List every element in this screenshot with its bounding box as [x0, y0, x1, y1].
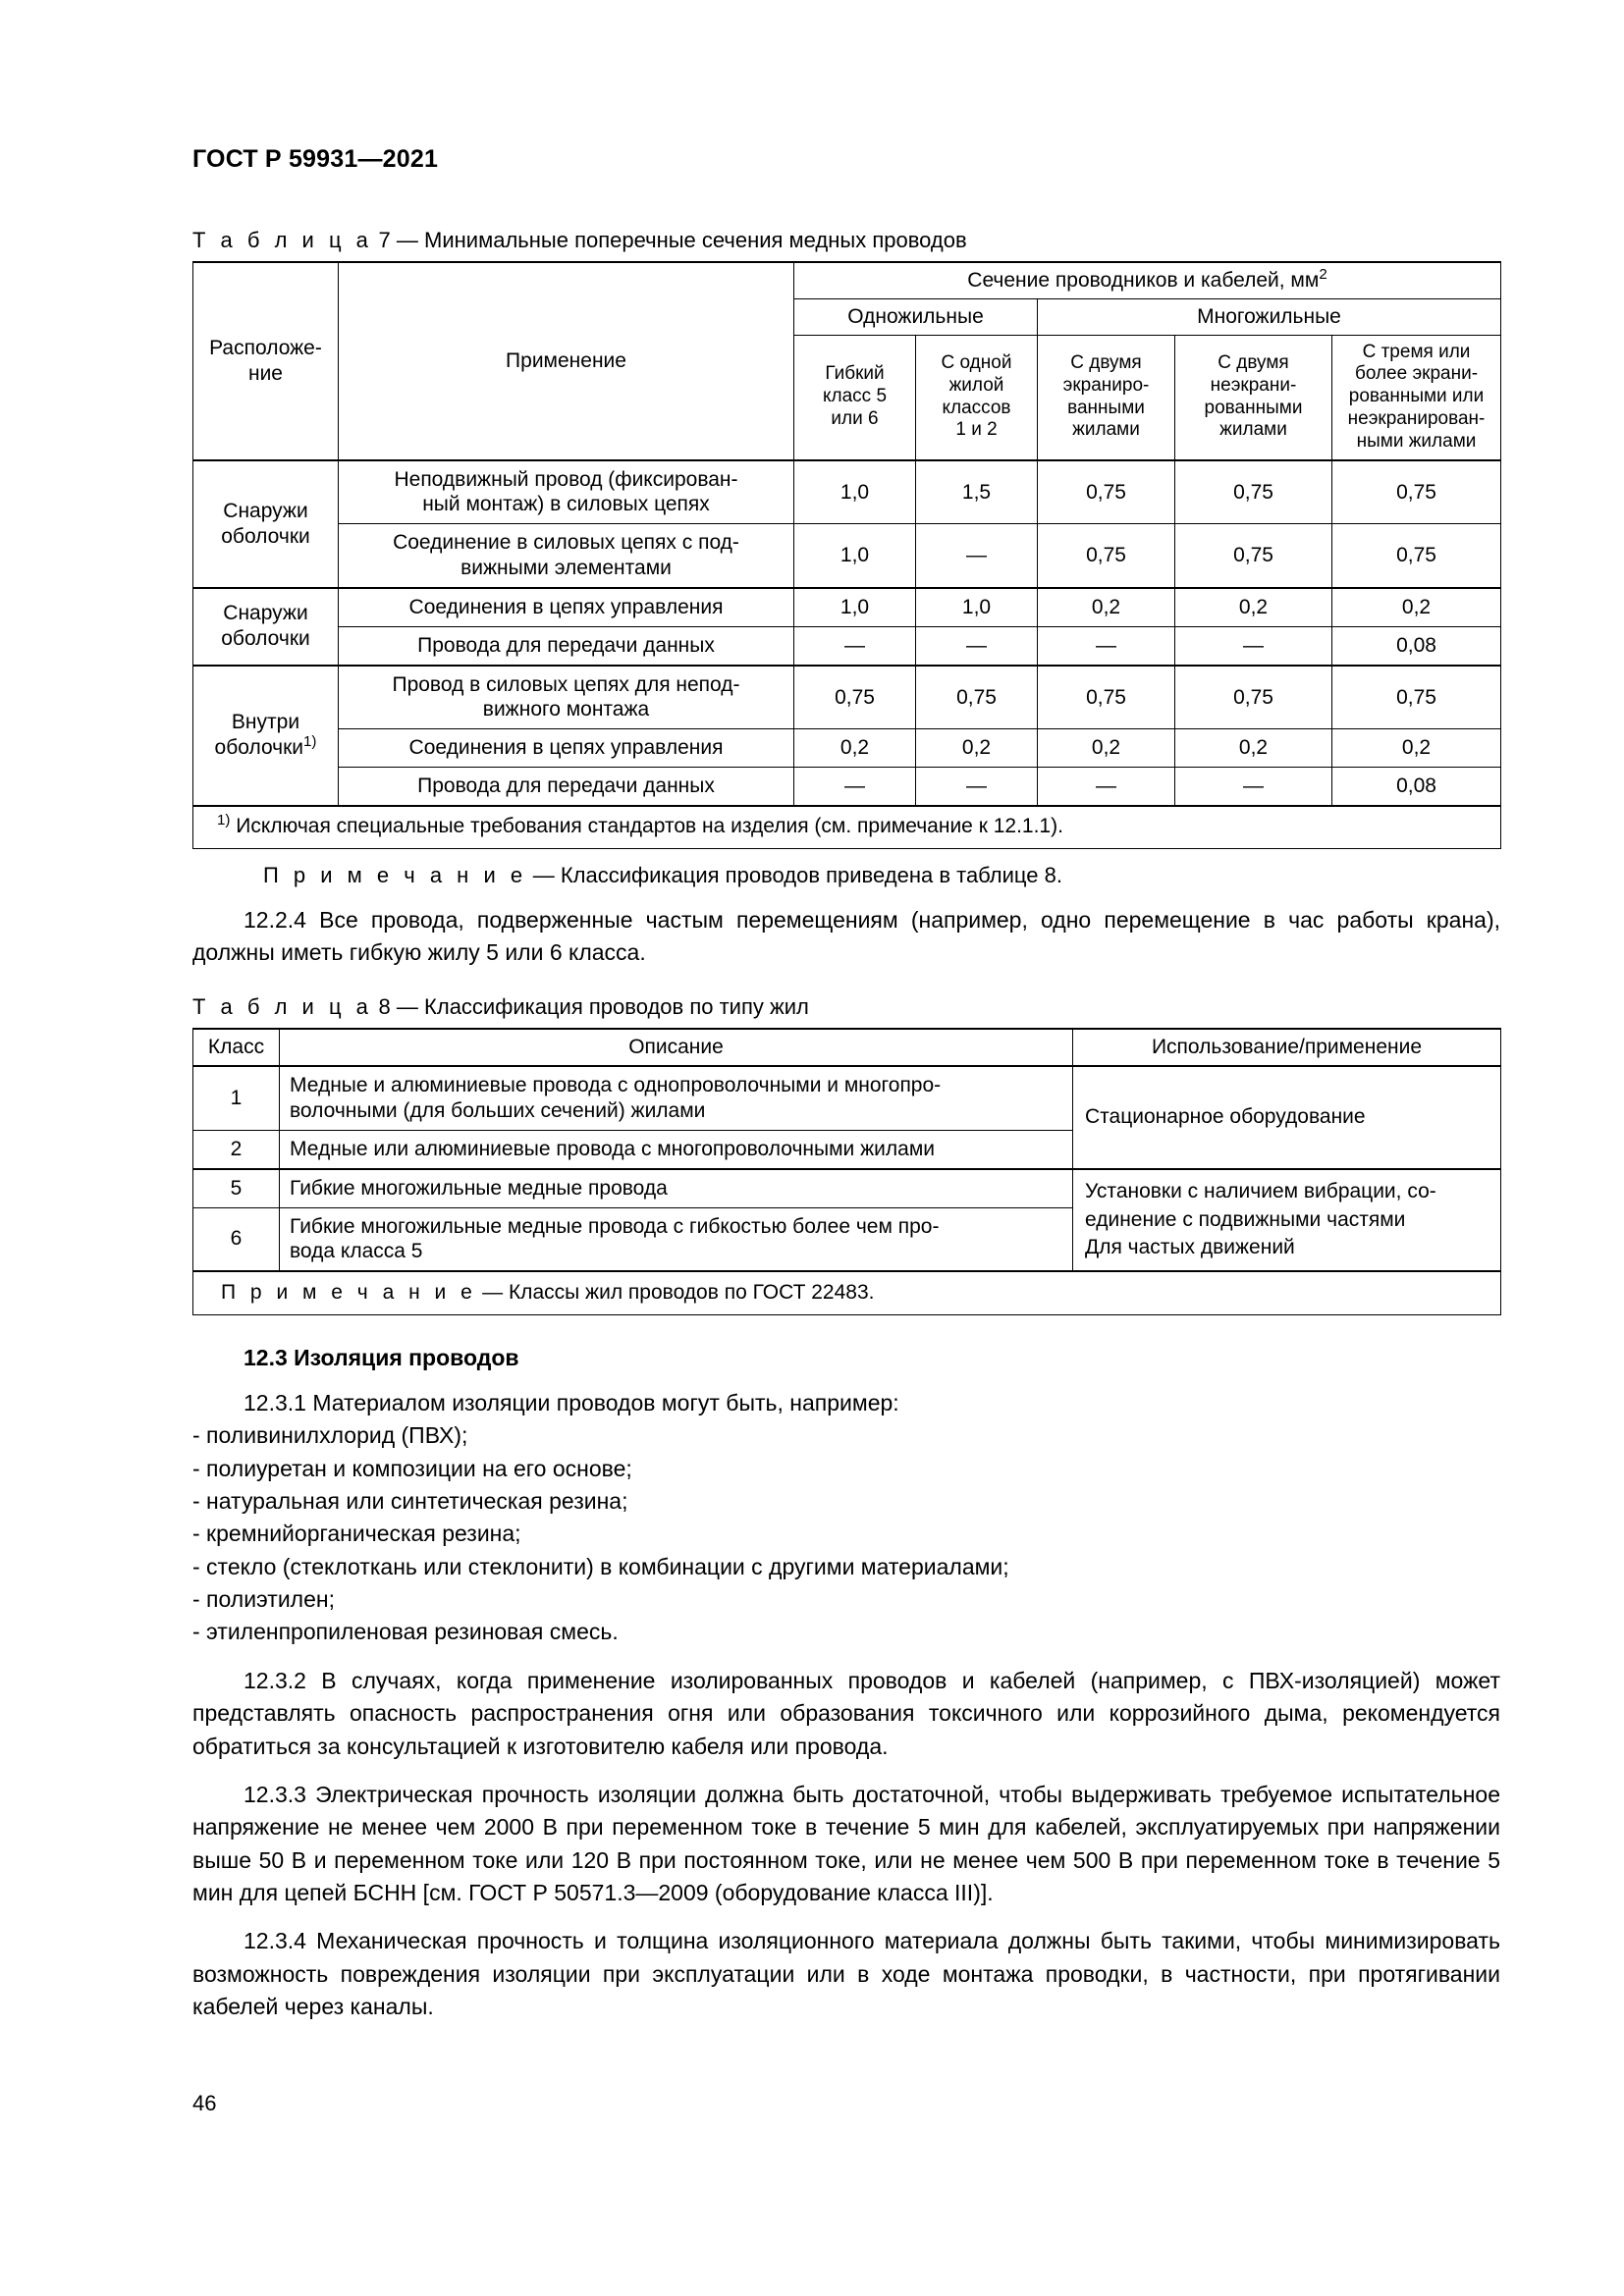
table-conductor-class-classification [192, 1028, 1501, 1315]
table7-h-3p-l2: более экрани- [1354, 363, 1479, 385]
list-item: - полиэтилен; [192, 1586, 335, 1613]
table8-description-cell [280, 1066, 1073, 1130]
table7-h-one-l3: классов [942, 397, 1011, 418]
table7-value-cell: 0,75 [1332, 524, 1501, 588]
list-item: - поливинилхлорид (ПВХ); [192, 1422, 468, 1449]
table7-app-l1: Неподвижный провод (фиксирован- [394, 467, 738, 491]
table7-header-multi-core: Многожильные [1038, 298, 1501, 335]
table7-h-2sh-l1: С двумя [1070, 352, 1142, 374]
table7-location-cell [193, 460, 339, 588]
table7-caption [192, 228, 1500, 253]
table7-caption-dash: — [396, 228, 418, 252]
table7-header-two-unshielded [1175, 335, 1332, 459]
table-row [193, 524, 1501, 588]
table7-h-flex-l3: или 6 [831, 408, 879, 430]
table7-h-2sh-l3: ванными [1067, 397, 1145, 418]
table-row [193, 768, 1501, 806]
table8-usage-l1: Установки с наличием вибрации, со- [1085, 1180, 1436, 1203]
table8-class-cell: 5 [193, 1169, 280, 1207]
table7-note-label: П р и м е ч а н и е [263, 862, 527, 887]
table7-footnote-marker: 1) [217, 811, 231, 828]
table8-caption-dash: — [396, 994, 418, 1020]
table7-h-2un-l2: неэкрани- [1210, 374, 1297, 396]
list-item: - этиленпропиленовая резиновая смесь. [192, 1619, 619, 1645]
table7-value-cell: 1,0 [794, 588, 916, 626]
table7-caption-number: 7 [378, 228, 391, 252]
paragraph-12-2-4: 12.2.4 Все провода, подверженные частым перемещениям (например, одно перемещение в час работы крана), должны иметь гибкую жилу 5 или 6 класса. [192, 906, 1500, 966]
table7-footnote-row [193, 806, 1501, 848]
table7-value-cell: 0,75 [1038, 524, 1175, 588]
list-item: - натуральная или синтетическая резина; [192, 1488, 628, 1515]
table7-value-cell: 0,08 [1332, 626, 1501, 665]
table7-value-cell: 0,2 [1332, 729, 1501, 768]
table7-value-cell: 0,2 [794, 729, 916, 768]
table7-app-l1: Провод в силовых цепях для непод- [392, 672, 740, 696]
table7-body [193, 460, 1501, 849]
table7-loc-l2: оболочки [221, 524, 310, 548]
table8-usage-cell: Стационарное оборудование [1073, 1066, 1501, 1168]
table7-h-3p-l3: рованными или [1348, 386, 1485, 407]
table8-body [193, 1066, 1501, 1314]
table8-desc-l2: волочными (для больших сечений) жилами [290, 1099, 706, 1123]
paragraph-12-3-4: 12.3.4 Механическая прочность и толщина изоляционного материала должны быть такими, чтобы минимизировать возможность повреждения изоляции при эксплуатации или в ходе монтажа проводки, в частности, при протягивании кабелей через каналы. [192, 1928, 1500, 2019]
table7-application-cell [339, 460, 794, 524]
table7-header-application: Применение [339, 262, 794, 460]
table7-value-cell: — [916, 626, 1038, 665]
table8-desc-l2: вода класса 5 [290, 1240, 423, 1263]
table7-caption-title: Минимальные поперечные сечения медных проводов [424, 228, 967, 252]
table7-h-flex-l2: класс 5 [822, 386, 888, 407]
page-number: 46 [192, 2091, 217, 2115]
table7-loc-l1: Снаружи [223, 499, 308, 522]
table7-value-cell: — [794, 626, 916, 665]
table8-desc-l1: Медные и алюминиевые провода с однопроволочными и многопро- [290, 1074, 942, 1097]
table7-application-cell: Соединения в цепях управления [339, 729, 794, 768]
table7-value-cell: — [1175, 626, 1332, 665]
table7-value-cell: 0,75 [794, 666, 916, 729]
table7-h-2un-l4: жилами [1219, 419, 1287, 441]
table7-value-cell: — [794, 768, 916, 806]
table7-header-two-shielded [1038, 335, 1175, 459]
table8-caption-number: 8 [378, 994, 391, 1020]
table7-application-cell [339, 524, 794, 588]
table-minimum-cross-sections [192, 261, 1501, 849]
table7-application-cell: Провода для передачи данных [339, 768, 794, 806]
table7-footnote [193, 806, 1501, 848]
table7-value-cell: 1,0 [794, 524, 916, 588]
table7-value-cell: 0,75 [1175, 524, 1332, 588]
table8-desc-l1: Гибкие многожильные медные провода с гибкостью более чем про- [290, 1214, 940, 1238]
table7-h-3p-l5: ными жилами [1356, 430, 1477, 452]
table7-header-location [193, 262, 339, 460]
table7-value-cell: — [1038, 768, 1175, 806]
table8-header-class: Класс [193, 1029, 280, 1066]
table7-value-cell: 0,2 [1175, 729, 1332, 768]
table7-application-cell: Соединения в цепях управления [339, 588, 794, 626]
table8-note-row [193, 1271, 1501, 1314]
table7-value-cell: 1,0 [916, 588, 1038, 626]
table7-header-location-line2: ние [247, 361, 283, 385]
table8-note-text: Классы жил проводов по ГОСТ 22483. [508, 1281, 875, 1305]
table7-app-l2: ный монтаж) в силовых цепях [422, 493, 710, 516]
table7-header-location-line1: Расположе- [209, 336, 322, 359]
table7-value-cell: — [1038, 626, 1175, 665]
table7-h-3p-l1: С тремя или [1362, 341, 1471, 362]
table7-caption-label: Т а б л и ц а [192, 228, 373, 252]
table7-header-section-group-text: Сечение проводников и кабелей, мм [967, 269, 1320, 292]
table8-header-description: Описание [280, 1029, 1073, 1066]
table7-app-l2: вижного монтажа [482, 698, 650, 721]
table-row [193, 1066, 1501, 1130]
table8-class-cell: 2 [193, 1130, 280, 1168]
table7-value-cell: 0,2 [1038, 729, 1175, 768]
table8-header-row [193, 1029, 1501, 1066]
table8-description-cell [280, 1207, 1073, 1271]
table-row [193, 588, 1501, 626]
table8-class-cell: 1 [193, 1066, 280, 1130]
list-item: - кремнийорганическая резина; [192, 1521, 521, 1547]
table8-description-cell: Медные или алюминиевые провода с многопроволочными жилами [280, 1130, 1073, 1168]
table8-usage-l3: Для частых движений [1085, 1236, 1295, 1259]
table7-h-2un-l1: С двумя [1218, 352, 1289, 374]
table7-location-cell [193, 588, 339, 666]
table7-header-section-group-sup: 2 [1319, 266, 1327, 283]
paragraph-12-3-2: 12.3.2 В случаях, когда применение изолированных проводов и кабелей (например, с ПВХ-изоляцией) может представлять опасность распространения огня или образования токсичного или коррозийного дыма, рекомендуется обратиться за консультацией к изготовителю кабеля или провода. [192, 1667, 1500, 1759]
table7-note [192, 863, 1500, 888]
table-row [193, 626, 1501, 665]
table7-value-cell: 0,08 [1332, 768, 1501, 806]
table7-loc-l1: Снаружи [223, 602, 308, 625]
table7-value-cell: 0,75 [1038, 666, 1175, 729]
table7-value-cell: 0,75 [1175, 666, 1332, 729]
table7-value-cell: 0,75 [1175, 460, 1332, 524]
table7-loc-footnote-marker: 1) [303, 733, 317, 751]
table7-header-flexible-class [794, 335, 916, 459]
table7-value-cell: 0,75 [1332, 460, 1501, 524]
table7-value-cell: 0,2 [916, 729, 1038, 768]
table7-app-l2: вижными элементами [460, 557, 672, 580]
table8-note-dash: — [482, 1281, 504, 1305]
table8-description-cell: Гибкие многожильные медные провода [280, 1169, 1073, 1207]
table7-h-3p-l4: неэкранирован- [1347, 408, 1486, 430]
table-row [193, 729, 1501, 768]
page-content [192, 228, 1500, 2023]
section-heading-12-3: 12.3 Изоляция проводов [244, 1345, 519, 1371]
table7-header-single-core: Одножильные [794, 298, 1038, 335]
table7-value-cell: — [1175, 768, 1332, 806]
table7-value-cell: 0,2 [1175, 588, 1332, 626]
table7-h-2un-l3: рованными [1204, 397, 1303, 418]
table7-note-dash: — [532, 862, 555, 887]
table8-note-label: П р и м е ч а н и е [221, 1281, 477, 1305]
table7-loc-l1: Внутри [231, 711, 300, 734]
table7-note-text: Классификация проводов приведена в таблице 8. [560, 862, 1062, 887]
table8-class-cell: 6 [193, 1207, 280, 1271]
table7-footnote-text: Исключая специальные требования стандартов на изделия (см. примечание к 12.1.1). [236, 814, 1063, 837]
table8-note [193, 1271, 1501, 1314]
table7-h-2sh-l2: экраниро- [1062, 374, 1150, 396]
table8-caption [192, 994, 1500, 1020]
table7-header-section-group [794, 262, 1501, 298]
table7-application-cell [339, 666, 794, 729]
table8-header-usage: Использование/применение [1073, 1029, 1501, 1066]
table7-value-cell: — [916, 768, 1038, 806]
table8-usage-cell [1073, 1169, 1501, 1271]
table7-value-cell: 0,2 [1332, 588, 1501, 626]
table7-value-cell: 1,5 [916, 460, 1038, 524]
table7-h-flex-l1: Гибкий [825, 363, 885, 385]
table7-h-2sh-l4: жилами [1072, 419, 1140, 441]
table7-value-cell: 0,75 [1332, 666, 1501, 729]
list-item: - полиуретан и композиции на его основе; [192, 1455, 632, 1481]
document-header: ГОСТ Р 59931—2021 [192, 145, 439, 173]
table7-value-cell: 0,75 [1038, 460, 1175, 524]
table8-usage-l2: единение с подвижными частями [1085, 1207, 1406, 1231]
table8-caption-label: Т а б л и ц а [192, 994, 373, 1020]
table7-h-one-l2: жилой [948, 374, 1004, 396]
table7-header-one-core [916, 335, 1038, 459]
table7-location-cell [193, 666, 339, 806]
paragraph-12-3-1: 12.3.1 Материалом изоляции проводов могут быть, например: [244, 1390, 899, 1416]
table7-loc-l2: оболочки [214, 736, 304, 760]
table-row [193, 666, 1501, 729]
table-row [193, 1169, 1501, 1207]
table-row [193, 460, 1501, 524]
table7-value-cell: — [916, 524, 1038, 588]
table7-header-three-or-more [1332, 335, 1501, 459]
table7-application-cell: Провода для передачи данных [339, 626, 794, 665]
table7-h-one-l4: 1 и 2 [955, 419, 998, 441]
table7-loc-l2: оболочки [221, 627, 310, 651]
paragraph-12-3-3: 12.3.3 Электрическая прочность изоляции должна быть достаточной, чтобы выдерживать требуемое испытательное напряжение не менее чем 2000 В при переменном токе в течение 5 мин для кабелей, эксплуатируемых при напряжении выше 50 В и переменном токе или 120 В при постоянном токе, или не менее чем 500 В при переменном токе в течение 5 мин для цепей БСНН [см. ГОСТ Р 50571.3—2009 (оборудование класса III)]. [192, 1781, 1500, 1905]
table7-header-row-1 [193, 262, 1501, 298]
list-item: - стекло (стеклоткань или стеклонити) в комбинации с другими материалами; [192, 1553, 1009, 1579]
table7-app-l1: Соединение в силовых цепях с под- [393, 531, 739, 555]
table7-value-cell: 0,2 [1038, 588, 1175, 626]
table7-h-one-l1: С одной [941, 352, 1012, 374]
table8-caption-title: Классификация проводов по типу жил [424, 994, 809, 1020]
table7-value-cell: 0,75 [916, 666, 1038, 729]
table7-value-cell: 1,0 [794, 460, 916, 524]
